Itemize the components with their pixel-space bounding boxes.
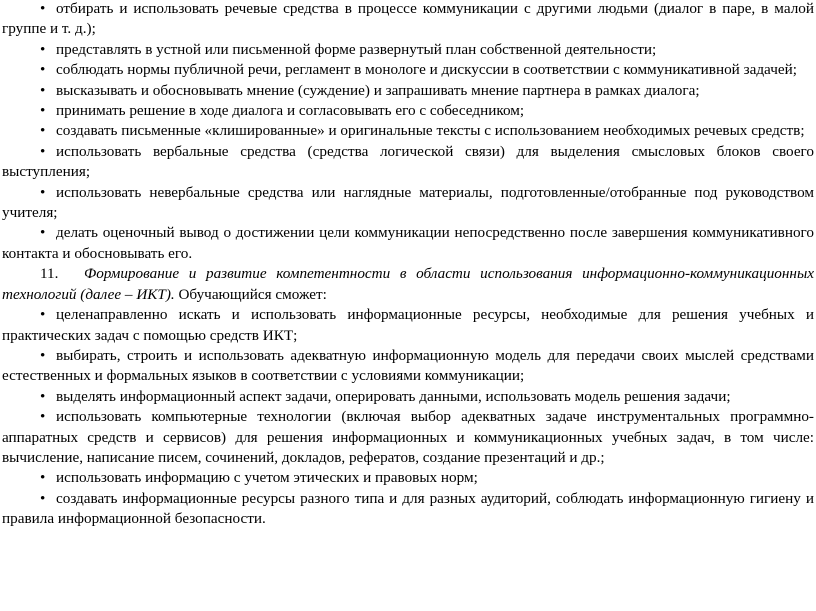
list-item	[2, 346, 814, 387]
bullet-icon: •	[40, 81, 46, 99]
bullet-icon: •	[40, 346, 46, 364]
bullet-icon: •	[40, 102, 46, 120]
list-item	[2, 142, 814, 183]
list-item	[2, 407, 814, 468]
list-item-text: использовать компьютерные технологии (включая выбор адекватных задаче инструментальных программно-аппаратных средств и сервисов) для решения информационных и коммуникационных учебных задач, в том числе: вычисление, написание писем, сочинений, докладов, рефератов, создание презентаций и др.;	[2, 408, 814, 466]
bullet-icon: •	[40, 306, 46, 324]
list-item	[2, 183, 814, 224]
list-item-text: создавать письменные «клишированные» и оригинальные тексты с использованием необходимых речевых средств;	[56, 122, 805, 140]
list-item-text: принимать решение в ходе диалога и согласовывать его с собеседником;	[56, 102, 525, 120]
document-page	[2, 0, 814, 530]
list-item-text: делать оценочный вывод о достижении цели коммуникации непосредственно после завершения коммуникативного контакта и обосновывать его.	[2, 224, 814, 262]
bullet-icon: •	[40, 408, 46, 426]
list-item-text: соблюдать нормы публичной речи, регламент в монологе и дискуссии в соответствии с коммуникативной задачей;	[56, 61, 797, 79]
list-item	[2, 223, 814, 264]
list-item	[2, 101, 814, 121]
list-item-text: целенаправленно искать и использовать информационные ресурсы, необходимые для решения учебных и практических задач с помощью средств ИКТ;	[2, 306, 814, 344]
list-item	[2, 387, 814, 407]
bullet-icon: •	[40, 469, 46, 487]
list-item-text: представлять в устной или письменной форме развернутый план собственной деятельности;	[56, 40, 657, 58]
bullet-icon: •	[40, 0, 46, 17]
bullet-icon: •	[40, 122, 46, 140]
list-item-text: использовать невербальные средства или наглядные материалы, подготовленные/отобранные под руководством учителя;	[2, 183, 814, 222]
list-item-text: создавать информационные ресурсы разного типа и для разных аудиторий, соблюдать информационную гигиену и правила информационной безопасности.	[2, 489, 814, 528]
bullet-icon: •	[40, 387, 46, 405]
list-item	[2, 81, 814, 101]
bullet-icon: •	[40, 489, 46, 507]
list-item-text: выбирать, строить и использовать адекватную информационную модель для передачи своих мыслей средствами естественных и формальных языков в соответствии с условиями коммуникации;	[2, 346, 814, 385]
bullet-icon: •	[40, 61, 46, 79]
list-item-text: высказывать и обосновывать мнение (суждение) и запрашивать мнение партнера в рамках диалога;	[56, 81, 700, 99]
list-item-text: отбирать и использовать речевые средства в процессе коммуникации с другими людьми (диалог в паре, в малой группе и т. д.);	[2, 0, 814, 38]
list-item	[2, 468, 814, 488]
bullet-icon: •	[40, 142, 46, 160]
bullet-icon: •	[40, 40, 46, 58]
list-item	[2, 0, 814, 40]
list-item-text: использовать вербальные средства (средства логической связи) для выделения смысловых блоков своего выступления;	[2, 142, 814, 181]
list-item	[2, 489, 814, 530]
list-item	[2, 305, 814, 346]
list-item	[2, 60, 814, 80]
list-item-text: использовать информацию с учетом этических и правовых норм;	[56, 469, 478, 487]
section-number: 11.	[40, 265, 59, 283]
list-item	[2, 121, 814, 141]
section-title: Формирование и развитие компетентности в области использования информационно-коммуникационных технологий (далее – ИКТ).	[2, 265, 814, 303]
bullet-icon: •	[40, 183, 46, 201]
section-lead: Обучающийся сможет:	[178, 285, 327, 303]
bullet-icon: •	[40, 224, 46, 242]
list-item	[2, 40, 814, 60]
section-heading	[2, 264, 814, 305]
list-item-text: выделять информационный аспект задачи, оперировать данными, использовать модель решения задачи;	[56, 387, 731, 405]
